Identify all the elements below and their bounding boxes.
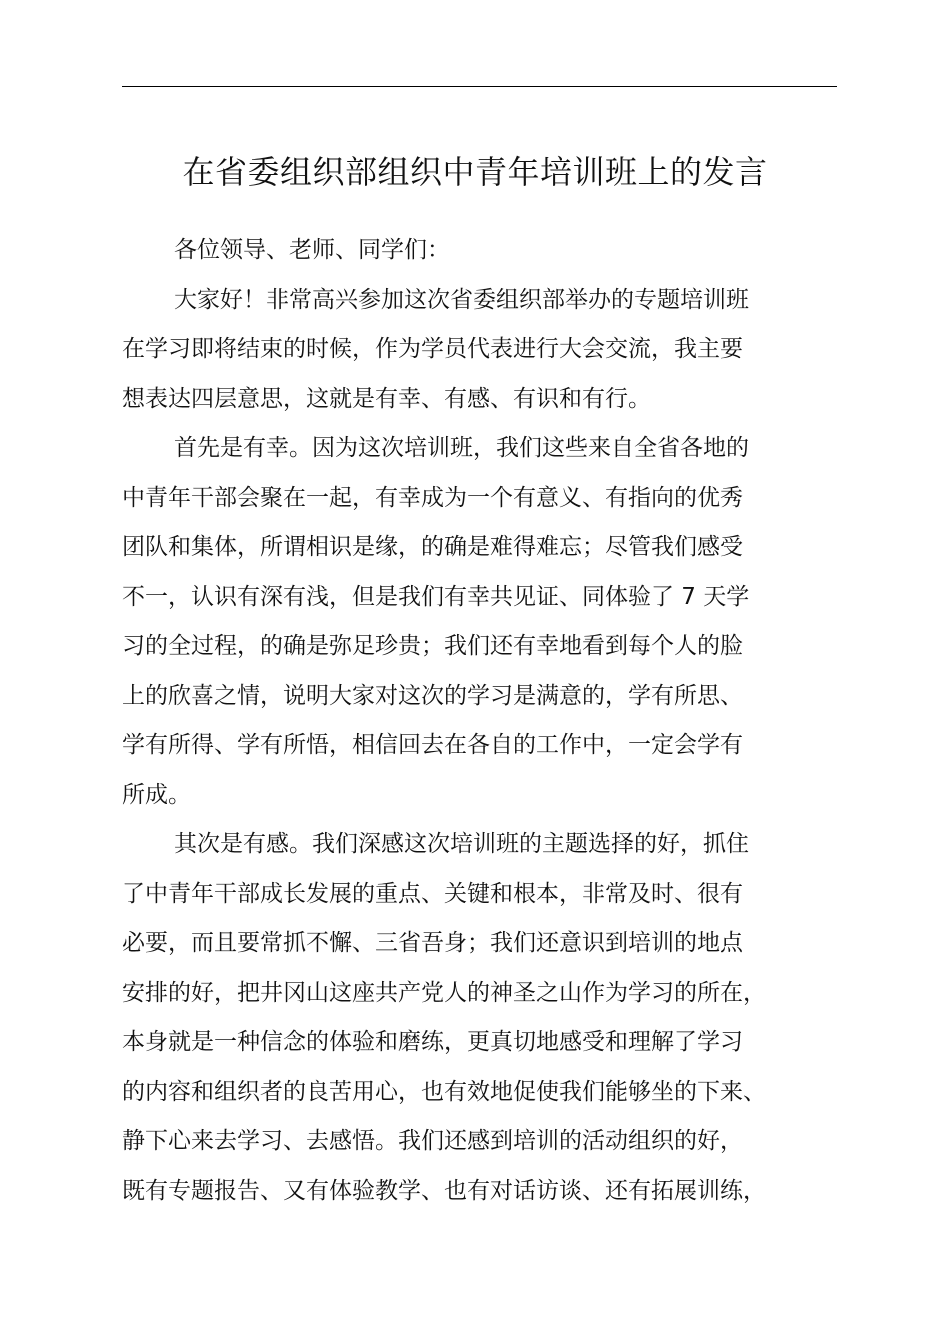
paragraph-line: 必要，而且要常抓不懈、三省吾身；我们还意识到培训的地点 <box>122 930 743 956</box>
paragraph-line: 其次是有感。我们深感这次培训班的主题选择的好，抓住 <box>174 831 749 857</box>
paragraph-line: 了中青年干部成长发展的重点、关键和根本，非常及时、很有 <box>122 880 743 907</box>
paragraph-line: 习的全过程，的确是弥足珍贵；我们还有幸地看到每个人的脸 <box>122 633 743 659</box>
salutation-line: 各位领导、老师、同学们： <box>174 237 450 263</box>
paragraph-line: 上的欣喜之情，说明大家对这次的学习是满意的，学有所思、 <box>122 682 743 709</box>
header-rule <box>122 86 837 87</box>
paragraph-line: 所成。 <box>122 781 191 808</box>
paragraph-line: 既有专题报告、又有体验教学、也有对话访谈、还有拓展训练， <box>122 1177 766 1204</box>
document-title: 在省委组织部组织中青年培训班上的发言 <box>182 153 768 191</box>
paragraph-line: 本身就是一种信念的体验和磨练，更真切地感受和理解了学习 <box>122 1029 743 1055</box>
paragraph-line: 安排的好，把井冈山这座共产党人的神圣之山作为学习的所在， <box>122 979 766 1006</box>
document-body <box>122 226 837 1216</box>
paragraph-line: 大家好！非常高兴参加这次省委组织部举办的专题培训班 <box>174 286 749 313</box>
paragraph-line: 静下心来去学习、去感悟。我们还感到培训的活动组织的好， <box>122 1128 743 1154</box>
paragraph-line: 中青年干部会聚在一起，有幸成为一个有意义、有指向的优秀 <box>122 484 743 511</box>
paragraph-line: 团队和集体，所谓相识是缘，的确是难得难忘；尽管我们感受 <box>122 534 743 560</box>
paragraph-line: 学有所得、学有所悟，相信回去在各自的工作中，一定会学有 <box>122 732 743 758</box>
paragraph-line: 不一，认识有深有浅，但是我们有幸共见证、同体验了 7 天学 <box>122 583 750 610</box>
paragraph-line: 在学习即将结束的时候，作为学员代表进行大会交流，我主要 <box>122 336 743 362</box>
paragraph-line: 首先是有幸。因为这次培训班，我们这些来自全省各地的 <box>174 435 749 461</box>
paragraph-line: 想表达四层意思，这就是有幸、有感、有识和有行。 <box>122 385 651 412</box>
paragraph-line: 的内容和组织者的良苦用心，也有效地促使我们能够坐的下来、 <box>122 1078 766 1105</box>
